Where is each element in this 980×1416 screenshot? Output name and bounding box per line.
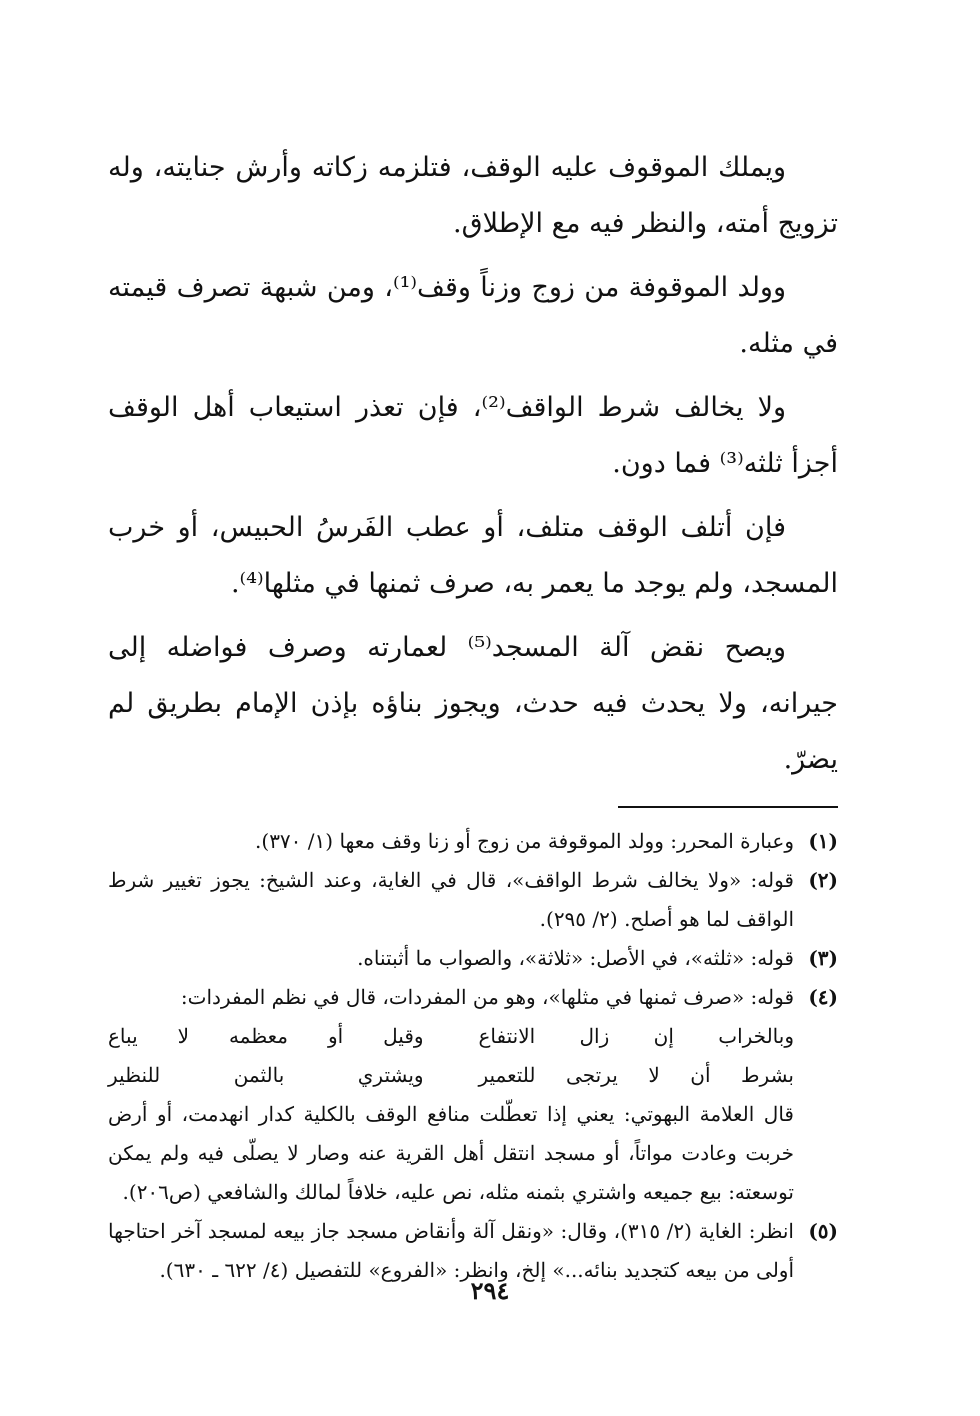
footnote-3 [108, 939, 838, 978]
footnote-text: وعبارة المحرر: وولد الموقوفة من زوج أو زنا وقف معها (١/ ٣٧٠). [255, 829, 794, 853]
main-paragraph: فإن أتلف الوقف متلف، أو عطب الفَرسُ الحبيس، أو خرب المسجد، ولم يوجد ما يعمر به، صرف ثمنها في مثلها⁽⁴⁾. [108, 512, 838, 599]
footnote-text: قوله: «ولا يخالف شرط الواقف»، قال في الغاية، وعند الشيخ: يجوز تغيير شرط الواقف لما هو أصلح. (٢/ ٢٩٥). [108, 868, 794, 931]
footnote-number: (٥) [808, 1219, 838, 1243]
footnote-divider [618, 806, 838, 808]
page-content [108, 140, 838, 1290]
footnote-number: (٣) [808, 946, 838, 970]
footnote-2 [108, 861, 838, 939]
main-paragraph: ولا يخالف شرط الواقف⁽²⁾، فإن تعذر استيعاب أهل الوقف أجزأ ثلثه⁽³⁾ فما دون. [108, 392, 838, 479]
verse-second-hemistich: ويشتري بالثمن للنظير [108, 1063, 424, 1087]
footnote-4 [108, 978, 838, 1212]
main-paragraph: وولد الموقوفة من زوج وزناً وقف⁽¹⁾، ومن شبهة تصرف قيمته في مثله. [108, 272, 838, 359]
footnotes-section [108, 822, 838, 1290]
footnote-number: (٢) [808, 868, 838, 892]
footnote-text: انظر: الغاية (٢/ ٣١٥)، وقال: «ونقل آلة وأنقاض مسجد جاز بيعه لمسجد آخر احتاجها أولى من بيعه كتجديد بنائه...» إلخ، وانظر: «الفروع» للتفصيل (٤/ ٦٢٢ ـ ٦٣٠). [108, 1219, 794, 1282]
verse-first-hemistich: بشرط أن لا يرتجى للتعمير [478, 1063, 794, 1087]
poem-verse [108, 1017, 794, 1056]
footnote-intro: قوله: «صرف ثمنها في مثلها»، وهو من المفردات، قال في نظم المفردات: [180, 985, 794, 1009]
footnote-1 [108, 822, 838, 861]
verse-second-hemistich: وقيل أو معظمه لا يباع [108, 1024, 424, 1048]
footnote-commentary: قال العلامة البهوتي: يعني إذا تعطّلت منافع الوقف بالكلية كدار انهدمت، أو أرض خربت وعادت مواتاً، أو مسجد انتقل أهل القرية عنه وصار لا يصلّى فيه ولم يمكن توسعته: بيع جميعه واشتري بثمنه مثله، نص عليه، خلافاً لمالك والشافعي (ص٢٠٦). [108, 1102, 794, 1204]
verse-first-hemistich: وبالخراب إن زال الانتفاع [478, 1024, 794, 1048]
footnote-number: (١) [808, 829, 838, 853]
footnote-number: (٤) [808, 985, 838, 1009]
main-paragraph: ويصح نقض آلة المسجد⁽⁵⁾ لعمارته وصرف فواضله إلى جيرانه، ولا يحدث فيه حدث، ويجوز بناؤه بإذن الإمام بطريق لم يضرّ. [108, 632, 838, 775]
footnote-text: قوله: «ثلثه»، في الأصل: «ثلاثة»، والصواب ما أثبتناه. [357, 946, 794, 970]
main-paragraph: ويملك الموقوف عليه الوقف، فتلزمه زكاته وأرش جنايته، وله تزويج أمته، والنظر فيه مع الإطلاق. [108, 152, 838, 239]
page-number: ٢٩٤ [470, 1276, 510, 1305]
footnote-text [108, 978, 794, 1212]
poem-verse [108, 1056, 794, 1095]
